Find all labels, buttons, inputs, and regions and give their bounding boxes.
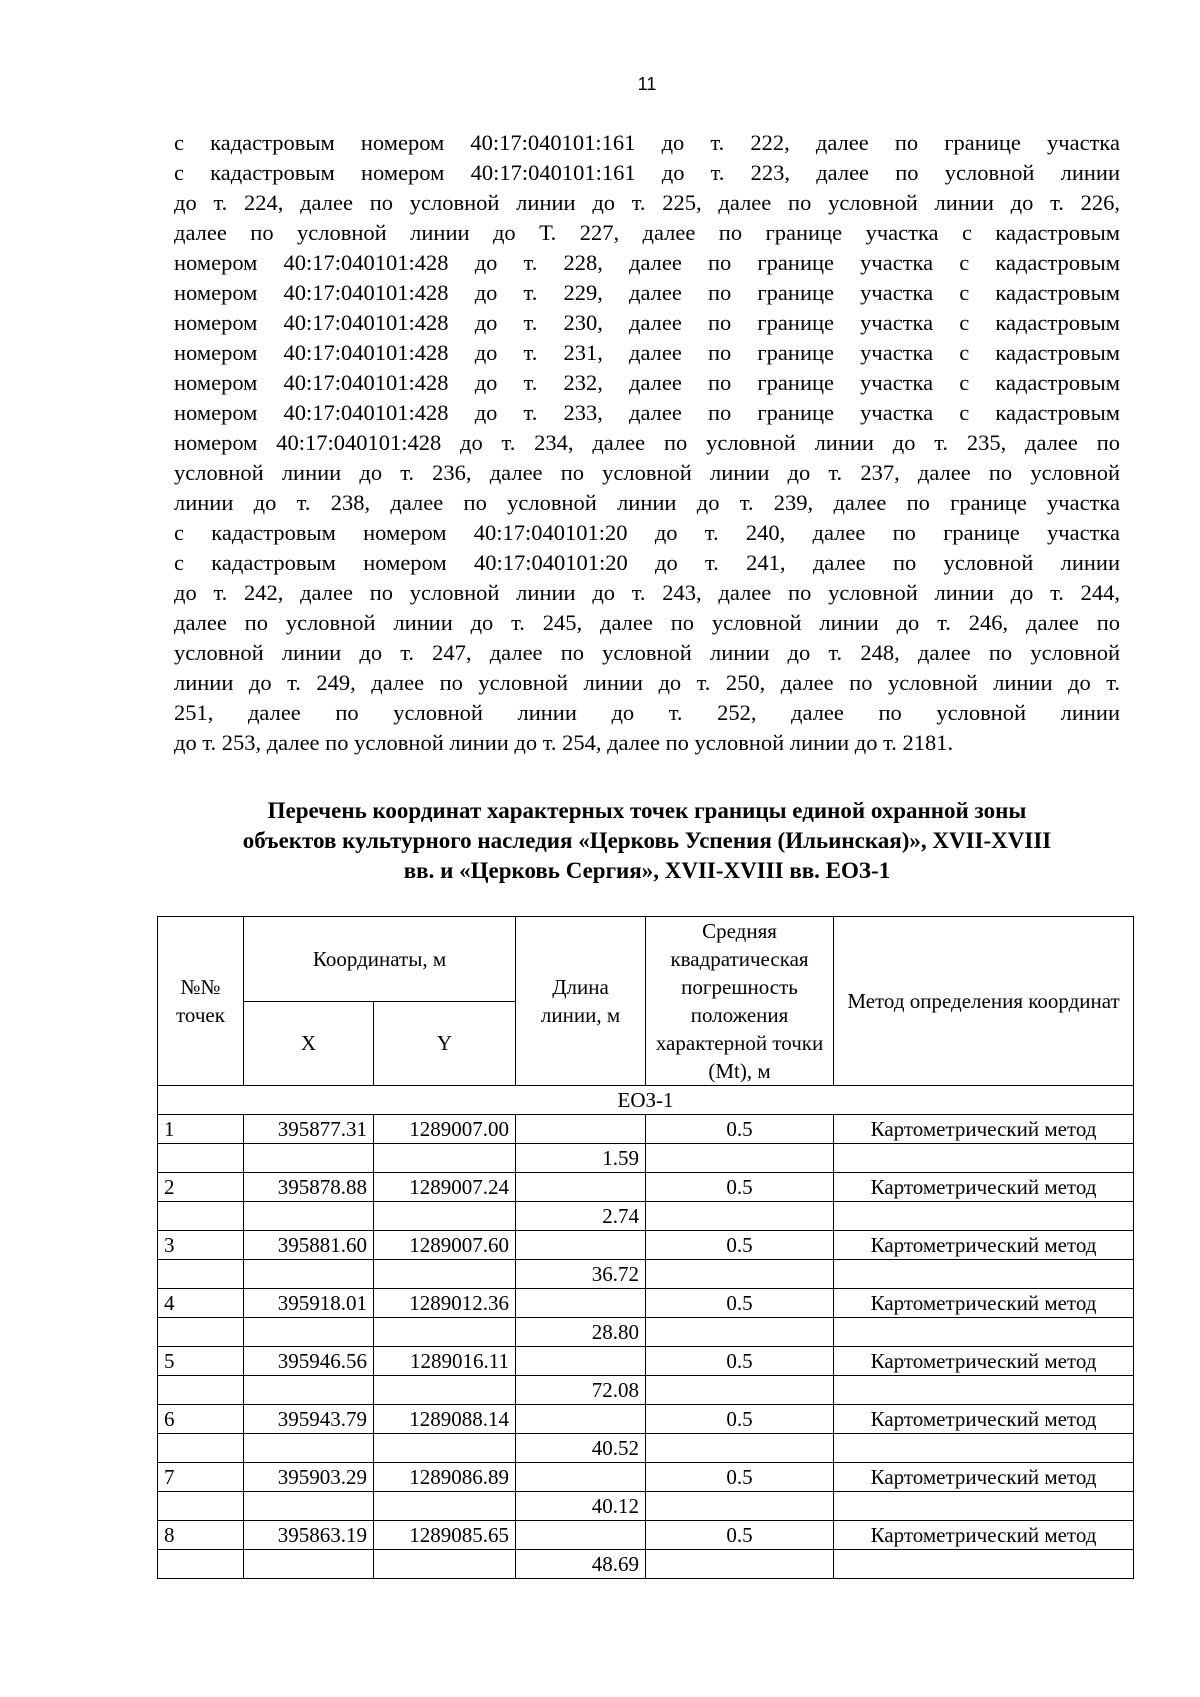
method-cell: Картометрический метод [834,1521,1134,1550]
header-error: Средняя квадратическая погрешность положения характерной точки (Mt), м [646,917,834,1086]
y-cell: 1289007.24 [374,1173,516,1202]
body-line: до т. 253, далее по условной линии до т. 254, далее по условной линии до т. 2181. [174,730,954,755]
body-line: далее по условной линии до Т. 227, далее по границе участка с кадастровым [174,220,1120,245]
method-cell [834,1144,1134,1173]
error-cell [646,1260,834,1289]
error-cell: 0.5 [646,1405,834,1434]
length-cell: 72.08 [516,1376,646,1405]
table-row [158,1405,1134,1434]
table-row-length [158,1550,1134,1579]
error-cell [646,1376,834,1405]
method-cell [834,1550,1134,1579]
body-line: 251, далее по условной линии до т. 252, далее по условной линии [174,700,1120,725]
y-cell: 1289012.36 [374,1289,516,1318]
y-cell [374,1202,516,1231]
error-cell [646,1202,834,1231]
y-cell [374,1376,516,1405]
length-cell [516,1405,646,1434]
method-cell [834,1202,1134,1231]
error-cell: 0.5 [646,1115,834,1144]
y-cell: 1289086.89 [374,1463,516,1492]
x-cell: 395943.79 [244,1405,374,1434]
table-row-length [158,1144,1134,1173]
header-coordinates: Координаты, м [244,917,516,1002]
method-cell: Картометрический метод [834,1231,1134,1260]
body-line: далее по условной линии до т. 245, далее по условной линии до т. 246, далее по [174,610,1120,635]
method-cell [834,1260,1134,1289]
error-cell [646,1434,834,1463]
table-title-line: вв. и «Церковь Сергия», XVII-XVIII вв. ЕОЗ-1 [403,858,891,883]
error-cell [646,1550,834,1579]
table-row [158,1463,1134,1492]
body-line: номером 40:17:040101:428 до т. 233, далее по границе участка с кадастровым [174,400,1120,425]
error-cell: 0.5 [646,1173,834,1202]
body-paragraph [174,128,1120,758]
point-cell [158,1550,244,1579]
table-title-line: объектов культурного наследия «Церковь Успения (Ильинская)», XVII-XVIII [242,828,1052,853]
table-row [158,1521,1134,1550]
header-method: Метод определения координат [834,917,1134,1086]
y-cell: 1289085.65 [374,1521,516,1550]
length-cell: 48.69 [516,1550,646,1579]
method-cell [834,1434,1134,1463]
body-line: номером 40:17:040101:428 до т. 234, далее по условной линии до т. 235, далее по [174,430,1120,455]
y-cell [374,1434,516,1463]
y-cell [374,1144,516,1173]
error-cell [646,1144,834,1173]
method-cell: Картометрический метод [834,1173,1134,1202]
table-row-length [158,1492,1134,1521]
table-row [158,1289,1134,1318]
length-cell: 2.74 [516,1202,646,1231]
x-cell: 395903.29 [244,1463,374,1492]
coordinates-table [157,916,1134,1579]
length-cell [516,1289,646,1318]
body-line: с кадастровым номером 40:17:040101:20 до т. 241, далее по условной линии [174,550,1120,575]
point-cell: 1 [158,1115,244,1144]
error-cell: 0.5 [646,1231,834,1260]
y-cell: 1289007.00 [374,1115,516,1144]
page-number: 11 [637,74,657,94]
y-cell [374,1260,516,1289]
table-row [158,1173,1134,1202]
method-cell: Картометрический метод [834,1115,1134,1144]
point-cell: 3 [158,1231,244,1260]
x-cell: 395878.88 [244,1173,374,1202]
length-cell: 28.80 [516,1318,646,1347]
table-row [158,1231,1134,1260]
point-cell: 8 [158,1521,244,1550]
body-line: с кадастровым номером 40:17:040101:20 до т. 240, далее по границе участка [174,520,1120,545]
x-cell [244,1550,374,1579]
point-cell: 6 [158,1405,244,1434]
y-cell: 1289088.14 [374,1405,516,1434]
point-cell: 5 [158,1347,244,1376]
point-cell [158,1492,244,1521]
body-line: номером 40:17:040101:428 до т. 228, далее по границе участка с кадастровым [174,250,1120,275]
length-cell [516,1231,646,1260]
body-line: номером 40:17:040101:428 до т. 229, далее по границе участка с кадастровым [174,280,1120,305]
method-cell [834,1492,1134,1521]
body-line: с кадастровым номером 40:17:040101:161 до т. 222, далее по границе участка [174,130,1120,155]
section-label: ЕОЗ-1 [158,1086,1134,1115]
x-cell [244,1202,374,1231]
body-line: до т. 242, далее по условной линии до т. 243, далее по условной линии до т. 244, [174,580,1120,605]
error-cell [646,1318,834,1347]
method-cell: Картометрический метод [834,1463,1134,1492]
x-cell [244,1434,374,1463]
header-y: Y [374,1001,516,1086]
error-cell: 0.5 [646,1463,834,1492]
error-cell: 0.5 [646,1521,834,1550]
table-row-length [158,1202,1134,1231]
table-row-length [158,1260,1134,1289]
point-cell [158,1376,244,1405]
error-cell [646,1492,834,1521]
y-cell [374,1492,516,1521]
table-row-length [158,1318,1134,1347]
method-cell: Картометрический метод [834,1405,1134,1434]
body-line: с кадастровым номером 40:17:040101:161 до т. 223, далее по условной линии [174,160,1120,185]
y-cell: 1289007.60 [374,1231,516,1260]
length-cell [516,1173,646,1202]
y-cell [374,1550,516,1579]
point-cell: 7 [158,1463,244,1492]
x-cell: 395881.60 [244,1231,374,1260]
x-cell [244,1144,374,1173]
body-line: номером 40:17:040101:428 до т. 231, далее по границе участка с кадастровым [174,340,1120,365]
point-cell [158,1144,244,1173]
y-cell [374,1318,516,1347]
body-line: линии до т. 238, далее по условной линии до т. 239, далее по границе участка [174,490,1120,515]
section-row [158,1086,1134,1115]
x-cell: 395863.19 [244,1521,374,1550]
point-cell: 4 [158,1289,244,1318]
table-row [158,1115,1134,1144]
x-cell: 395877.31 [244,1115,374,1144]
point-cell [158,1434,244,1463]
length-cell [516,1115,646,1144]
length-cell: 40.12 [516,1492,646,1521]
error-cell: 0.5 [646,1347,834,1376]
length-cell [516,1347,646,1376]
x-cell: 395946.56 [244,1347,374,1376]
x-cell [244,1376,374,1405]
point-cell [158,1202,244,1231]
body-line: условной линии до т. 247, далее по условной линии до т. 248, далее по условной [174,640,1120,665]
x-cell [244,1260,374,1289]
header-line-length: Длина линии, м [516,917,646,1086]
length-cell: 1.59 [516,1144,646,1173]
x-cell [244,1318,374,1347]
table-row [158,1347,1134,1376]
method-cell: Картометрический метод [834,1347,1134,1376]
x-cell [244,1492,374,1521]
point-cell [158,1318,244,1347]
header-x: X [244,1001,374,1086]
table-row-length [158,1376,1134,1405]
length-cell: 40.52 [516,1434,646,1463]
length-cell: 36.72 [516,1260,646,1289]
x-cell: 395918.01 [244,1289,374,1318]
length-cell [516,1521,646,1550]
method-cell: Картометрический метод [834,1289,1134,1318]
table-title-line: Перечень координат характерных точек границы единой охранной зоны [267,798,1027,823]
point-cell [158,1260,244,1289]
y-cell: 1289016.11 [374,1347,516,1376]
length-cell [516,1463,646,1492]
body-line: до т. 224, далее по условной линии до т. 225, далее по условной линии до т. 226, [174,190,1120,215]
header-point-no: №№ точек [158,917,244,1086]
table-title [150,796,1144,886]
body-line: номером 40:17:040101:428 до т. 230, далее по границе участка с кадастровым [174,310,1120,335]
method-cell [834,1318,1134,1347]
body-line: номером 40:17:040101:428 до т. 232, далее по границе участка с кадастровым [174,370,1120,395]
body-line: линии до т. 249, далее по условной линии до т. 250, далее по условной линии до т. [174,670,1120,695]
point-cell: 2 [158,1173,244,1202]
table-row-length [158,1434,1134,1463]
body-line: условной линии до т. 236, далее по условной линии до т. 237, далее по условной [174,460,1120,485]
method-cell [834,1376,1134,1405]
error-cell: 0.5 [646,1289,834,1318]
